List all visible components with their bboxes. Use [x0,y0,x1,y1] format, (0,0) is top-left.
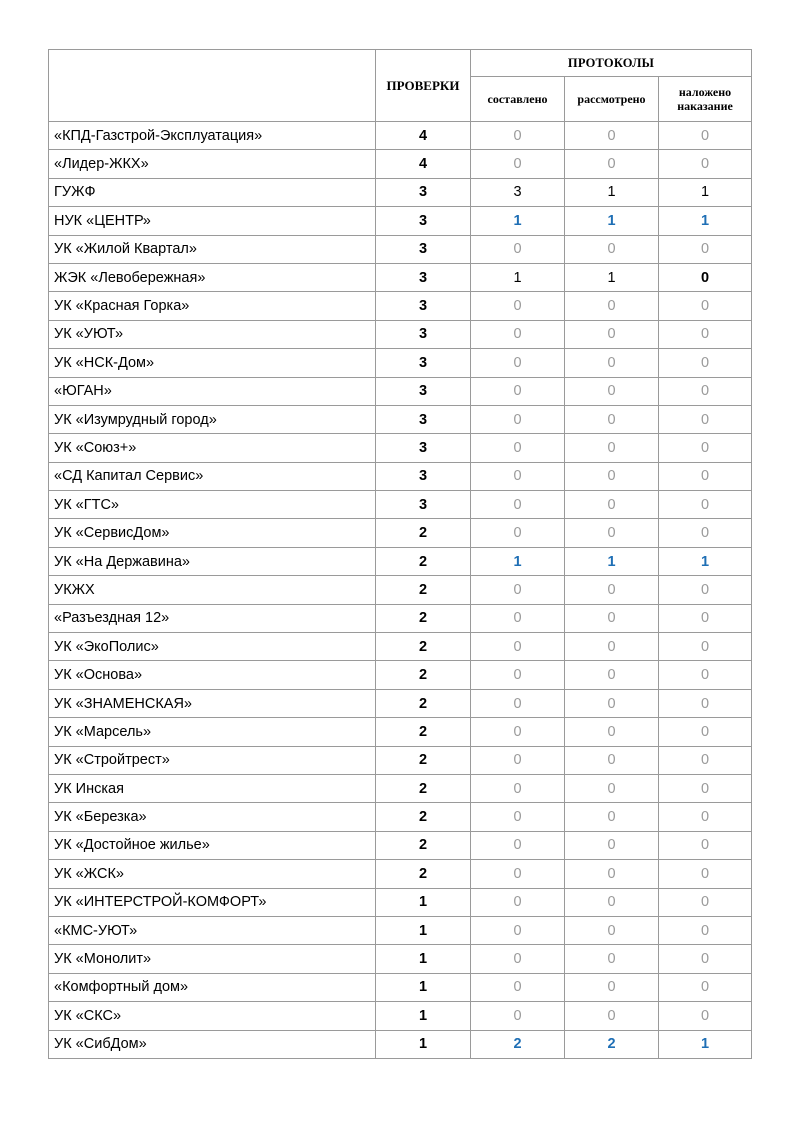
checks-count-cell: 3 [376,349,471,377]
drawn-up-cell: 0 [471,831,565,859]
penalty-cell: 0 [659,150,752,178]
considered-cell: 0 [565,860,659,888]
considered-cell: 0 [565,292,659,320]
penalty-cell: 1 [659,178,752,206]
inspections-table [48,49,752,1059]
company-name-cell: УК «ЗНАМЕНСКАЯ» [49,689,376,717]
table-row [49,661,752,689]
considered-cell: 0 [565,150,659,178]
drawn-up-cell: 3 [471,178,565,206]
considered-cell: 0 [565,718,659,746]
drawn-up-cell: 1 [471,547,565,575]
table-row [49,860,752,888]
drawn-up-cell: 0 [471,803,565,831]
checks-count-cell: 1 [376,916,471,944]
penalty-cell: 0 [659,235,752,263]
considered-cell: 0 [565,1002,659,1030]
considered-cell: 0 [565,405,659,433]
table-row [49,377,752,405]
drawn-up-cell: 0 [471,689,565,717]
penalty-cell: 0 [659,604,752,632]
considered-cell: 1 [565,178,659,206]
considered-cell: 0 [565,746,659,774]
considered-cell: 0 [565,434,659,462]
drawn-up-cell: 0 [471,718,565,746]
table-row [49,604,752,632]
drawn-up-cell: 0 [471,945,565,973]
table-row [49,122,752,150]
header-protocols: ПРОТОКОЛЫ [471,50,752,77]
considered-cell: 0 [565,122,659,150]
considered-cell: 0 [565,519,659,547]
penalty-cell: 0 [659,292,752,320]
checks-count-cell: 1 [376,973,471,1001]
company-name-cell: «Комфортный дом» [49,973,376,1001]
checks-count-cell: 2 [376,547,471,575]
checks-count-cell: 3 [376,320,471,348]
header-checks: ПРОВЕРКИ [376,50,471,122]
company-name-cell: НУК «ЦЕНТР» [49,207,376,235]
table-row [49,973,752,1001]
company-name-cell: «КМС-УЮТ» [49,916,376,944]
company-name-cell: «СД Капитал Сервис» [49,462,376,490]
checks-count-cell: 1 [376,945,471,973]
drawn-up-cell: 0 [471,462,565,490]
table-row [49,718,752,746]
table-row [49,405,752,433]
company-name-cell: УК «Березка» [49,803,376,831]
header-considered: рассмотрено [565,77,659,122]
considered-cell: 0 [565,831,659,859]
company-name-cell: УК «Союз+» [49,434,376,462]
table-row [49,235,752,263]
checks-count-cell: 3 [376,434,471,462]
considered-cell: 0 [565,604,659,632]
checks-count-cell: 2 [376,576,471,604]
considered-cell: 0 [565,320,659,348]
considered-cell: 0 [565,377,659,405]
penalty-cell: 0 [659,434,752,462]
drawn-up-cell: 0 [471,405,565,433]
considered-cell: 0 [565,689,659,717]
checks-count-cell: 2 [376,831,471,859]
checks-count-cell: 3 [376,462,471,490]
checks-count-cell: 2 [376,718,471,746]
company-name-cell: УК «Изумрудный город» [49,405,376,433]
drawn-up-cell: 0 [471,519,565,547]
considered-cell: 1 [565,547,659,575]
considered-cell: 0 [565,888,659,916]
checks-count-cell: 1 [376,1002,471,1030]
penalty-cell: 1 [659,1030,752,1058]
drawn-up-cell: 0 [471,434,565,462]
considered-cell: 0 [565,576,659,604]
table-row [49,576,752,604]
company-name-cell: УК «Достойное жилье» [49,831,376,859]
drawn-up-cell: 0 [471,888,565,916]
penalty-cell: 0 [659,576,752,604]
company-name-cell: УК «Стройтрест» [49,746,376,774]
drawn-up-cell: 0 [471,491,565,519]
considered-cell: 0 [565,491,659,519]
table-row [49,263,752,291]
checks-count-cell: 2 [376,661,471,689]
drawn-up-cell: 0 [471,774,565,802]
company-name-cell: ЖЭК «Левобережная» [49,263,376,291]
penalty-cell: 0 [659,973,752,1001]
company-name-cell: УК Инская [49,774,376,802]
checks-count-cell: 4 [376,122,471,150]
table-row [49,491,752,519]
table-row [49,292,752,320]
checks-count-cell: 1 [376,888,471,916]
drawn-up-cell: 0 [471,860,565,888]
company-name-cell: УК «На Державина» [49,547,376,575]
penalty-cell: 0 [659,405,752,433]
table-header [49,50,752,122]
drawn-up-cell: 0 [471,604,565,632]
drawn-up-cell: 0 [471,150,565,178]
drawn-up-cell: 0 [471,320,565,348]
header-name-cell [49,50,376,122]
checks-count-cell: 3 [376,491,471,519]
company-name-cell: УК «Марсель» [49,718,376,746]
penalty-cell: 0 [659,661,752,689]
company-name-cell: УК «СибДом» [49,1030,376,1058]
penalty-cell: 0 [659,462,752,490]
penalty-cell: 0 [659,491,752,519]
considered-cell: 0 [565,973,659,1001]
table-row [49,462,752,490]
company-name-cell: УК «ЭкоПолис» [49,633,376,661]
company-name-cell: УК «Жилой Квартал» [49,235,376,263]
checks-count-cell: 3 [376,377,471,405]
considered-cell: 0 [565,235,659,263]
checks-count-cell: 3 [376,178,471,206]
penalty-cell: 0 [659,320,752,348]
company-name-cell: УК «СервисДом» [49,519,376,547]
penalty-cell: 0 [659,945,752,973]
table-row [49,831,752,859]
penalty-cell: 0 [659,860,752,888]
drawn-up-cell: 0 [471,377,565,405]
considered-cell: 0 [565,661,659,689]
penalty-cell: 0 [659,349,752,377]
penalty-cell: 0 [659,519,752,547]
checks-count-cell: 3 [376,263,471,291]
company-name-cell: УК «ЖСК» [49,860,376,888]
drawn-up-cell: 0 [471,746,565,774]
table-row [49,746,752,774]
drawn-up-cell: 0 [471,916,565,944]
penalty-cell: 0 [659,888,752,916]
table-row [49,1002,752,1030]
considered-cell: 0 [565,774,659,802]
company-name-cell: ГУЖФ [49,178,376,206]
checks-count-cell: 2 [376,774,471,802]
company-name-cell: «КПД-Газстрой-Эксплуатация» [49,122,376,150]
checks-count-cell: 3 [376,292,471,320]
penalty-cell: 0 [659,633,752,661]
company-name-cell: УК «ИНТЕРСТРОЙ-КОМФОРТ» [49,888,376,916]
penalty-cell: 0 [659,263,752,291]
considered-cell: 2 [565,1030,659,1058]
drawn-up-cell: 0 [471,292,565,320]
company-name-cell: УК «ГТС» [49,491,376,519]
checks-count-cell: 2 [376,803,471,831]
considered-cell: 0 [565,349,659,377]
considered-cell: 0 [565,945,659,973]
header-penalty: наложено наказание [659,77,752,122]
drawn-up-cell: 2 [471,1030,565,1058]
checks-count-cell: 4 [376,150,471,178]
table-row [49,689,752,717]
considered-cell: 0 [565,462,659,490]
company-name-cell: «Разъездная 12» [49,604,376,632]
drawn-up-cell: 1 [471,207,565,235]
company-name-cell: УК «Монолит» [49,945,376,973]
penalty-cell: 0 [659,1002,752,1030]
table-row [49,633,752,661]
table-row [49,888,752,916]
penalty-cell: 0 [659,803,752,831]
table-row [49,320,752,348]
checks-count-cell: 2 [376,519,471,547]
drawn-up-cell: 0 [471,973,565,1001]
considered-cell: 1 [565,263,659,291]
company-name-cell: УК «Красная Горка» [49,292,376,320]
company-name-cell: УК «СКС» [49,1002,376,1030]
table-row [49,349,752,377]
penalty-cell: 0 [659,831,752,859]
table-row [49,547,752,575]
checks-count-cell: 2 [376,633,471,661]
penalty-cell: 0 [659,377,752,405]
checks-count-cell: 3 [376,235,471,263]
table-row [49,178,752,206]
penalty-cell: 1 [659,207,752,235]
considered-cell: 0 [565,633,659,661]
penalty-cell: 0 [659,774,752,802]
penalty-cell: 0 [659,122,752,150]
drawn-up-cell: 0 [471,633,565,661]
drawn-up-cell: 0 [471,122,565,150]
company-name-cell: «Лидер-ЖКХ» [49,150,376,178]
drawn-up-cell: 0 [471,235,565,263]
penalty-cell: 0 [659,746,752,774]
drawn-up-cell: 1 [471,263,565,291]
company-name-cell: УК «НСК-Дом» [49,349,376,377]
drawn-up-cell: 0 [471,661,565,689]
checks-count-cell: 3 [376,207,471,235]
checks-count-cell: 2 [376,689,471,717]
checks-count-cell: 2 [376,860,471,888]
table-row [49,916,752,944]
table-row [49,150,752,178]
checks-count-cell: 2 [376,746,471,774]
table-body [49,122,752,1059]
table-row [49,803,752,831]
considered-cell: 1 [565,207,659,235]
checks-count-cell: 2 [376,604,471,632]
company-name-cell: УК «Основа» [49,661,376,689]
table-row [49,774,752,802]
company-name-cell: «ЮГАН» [49,377,376,405]
company-name-cell: УК «УЮТ» [49,320,376,348]
header-drawn-up: составлено [471,77,565,122]
penalty-cell: 0 [659,916,752,944]
checks-count-cell: 3 [376,405,471,433]
penalty-cell: 1 [659,547,752,575]
considered-cell: 0 [565,916,659,944]
table-row [49,519,752,547]
table-row [49,1030,752,1058]
drawn-up-cell: 0 [471,576,565,604]
table-row [49,434,752,462]
drawn-up-cell: 0 [471,1002,565,1030]
considered-cell: 0 [565,803,659,831]
checks-count-cell: 1 [376,1030,471,1058]
penalty-cell: 0 [659,718,752,746]
table-row [49,945,752,973]
penalty-cell: 0 [659,689,752,717]
table-row [49,207,752,235]
company-name-cell: УКЖХ [49,576,376,604]
drawn-up-cell: 0 [471,349,565,377]
